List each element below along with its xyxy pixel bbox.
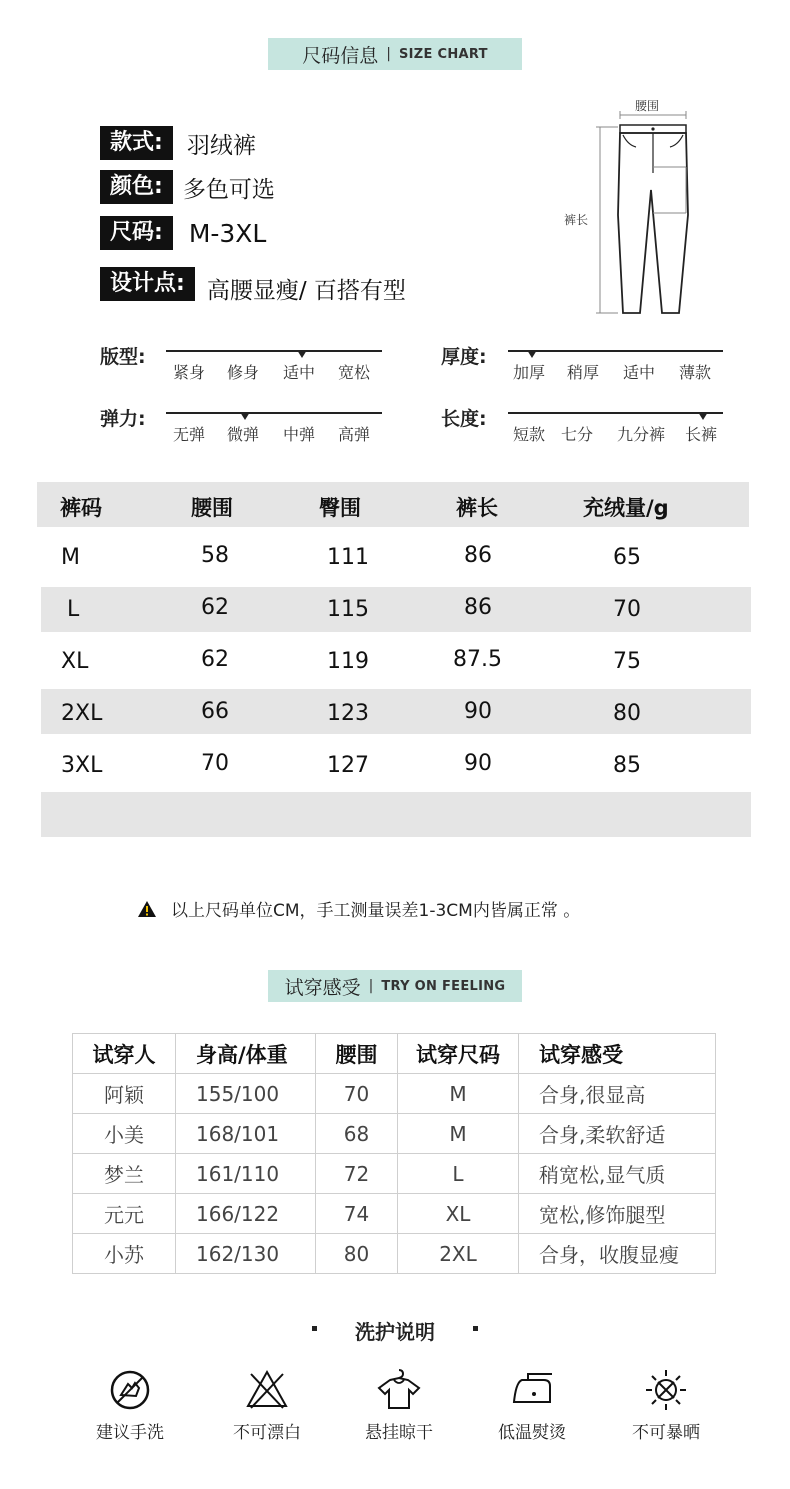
length-label: 裤长 (564, 213, 589, 227)
table-cell: 合身，收腹显瘦 (519, 1234, 716, 1274)
size-table-cell: 62 (201, 595, 229, 620)
scale-option: 薄款 (679, 363, 712, 382)
scale-indicator-icon (698, 412, 708, 420)
table-cell: 74 (316, 1194, 398, 1234)
hang-dry-icon (375, 1368, 423, 1412)
scale-option: 适中 (623, 363, 656, 382)
size-table-cell: L (67, 597, 80, 622)
try-on-banner (268, 970, 522, 1002)
scale-option: 七分 (561, 425, 594, 444)
table-header: 试穿人 (73, 1034, 176, 1074)
no-sun-icon (644, 1368, 688, 1412)
attribute-size (100, 216, 266, 250)
table-cell: L (398, 1154, 519, 1194)
size-table-header: 裤长 (456, 496, 498, 520)
size-table-cell: 70 (201, 751, 229, 776)
scale-line-thickness (508, 350, 723, 352)
care-label: 建议手洗 (96, 1423, 164, 1443)
title-bullet (473, 1326, 478, 1331)
size-table-cell: 86 (464, 595, 492, 620)
banner-separator: | (386, 46, 391, 62)
size-chart-title: 尺码信息 (302, 44, 379, 67)
attribute-design (100, 262, 406, 305)
table-cell: XL (398, 1194, 519, 1234)
table-header-row (73, 1034, 716, 1074)
size-table-cell: 111 (327, 545, 369, 570)
size-table-cell: 75 (613, 649, 641, 674)
scale-option: 微弹 (227, 425, 260, 444)
scale-title-elasticity: 弹力: (100, 408, 146, 430)
size-table-row-band (41, 792, 751, 837)
table-cell: M (398, 1114, 519, 1154)
size-chart-banner (268, 38, 522, 70)
scale-option: 适中 (283, 363, 316, 382)
table-row (73, 1114, 716, 1154)
scale-title-fit: 版型: (100, 346, 146, 368)
attribute-label: 尺码: (100, 216, 173, 250)
care-title: 洗护说明 (355, 1320, 435, 1344)
scale-option: 紧身 (173, 363, 206, 382)
care-item-hang-dry (344, 1368, 454, 1443)
table-cell: 梦兰 (73, 1154, 176, 1194)
care-item-hand-wash (75, 1368, 185, 1443)
size-table-cell: XL (61, 649, 89, 674)
size-table-cell: 80 (613, 701, 641, 726)
table-cell: 155/100 (176, 1074, 316, 1114)
attribute-label: 款式: (100, 126, 173, 160)
low-iron-icon (504, 1368, 560, 1412)
scale-option: 无弹 (173, 425, 206, 444)
size-table-cell: 3XL (61, 753, 103, 778)
table-cell: 合身,很显高 (519, 1074, 716, 1114)
care-item-no-bleach (212, 1368, 322, 1443)
warning-icon (137, 900, 157, 918)
try-on-title: 试穿感受 (284, 976, 361, 999)
scale-option: 短款 (513, 425, 546, 444)
attribute-value: M-3XL (188, 218, 267, 248)
table-cell: 68 (316, 1114, 398, 1154)
waist-label: 腰围 (635, 99, 660, 113)
table-header: 试穿尺码 (398, 1034, 519, 1074)
size-table-cell: 70 (613, 597, 641, 622)
table-cell: 72 (316, 1154, 398, 1194)
note-text: 以上尺码单位CM，手工测量误差1-3CM内皆属正常 。 (171, 901, 581, 921)
table-row (73, 1194, 716, 1234)
size-table-cell: 90 (464, 751, 492, 776)
table-header: 身高/体重 (176, 1034, 316, 1074)
table-cell: 70 (316, 1074, 398, 1114)
care-item-low-iron (477, 1368, 587, 1443)
attribute-label: 设计点: (100, 267, 195, 301)
try-on-table (72, 1033, 716, 1274)
size-table-cell: 58 (201, 543, 229, 568)
scale-indicator-icon (297, 350, 307, 358)
size-table-header: 充绒量/g (583, 496, 669, 520)
table-row (73, 1074, 716, 1114)
size-table-cell: 127 (327, 753, 369, 778)
scale-title-thickness: 厚度: (441, 346, 487, 368)
scale-option: 稍厚 (567, 363, 600, 382)
no-bleach-icon (245, 1368, 289, 1412)
scale-option: 宽松 (338, 363, 371, 382)
size-table-cell: 87.5 (453, 647, 502, 672)
care-label: 悬挂晾干 (365, 1423, 433, 1443)
attribute-value: 高腰显瘦/ 百搭有型 (206, 278, 406, 304)
scale-option: 修身 (227, 363, 260, 382)
care-label: 不可漂白 (233, 1423, 301, 1443)
care-item-no-sun (611, 1368, 721, 1443)
table-header: 试穿感受 (519, 1034, 716, 1074)
scale-indicator-icon (240, 412, 250, 420)
scale-option: 九分裤 (617, 425, 666, 444)
table-row (73, 1154, 716, 1194)
table-cell: 162/130 (176, 1234, 316, 1274)
size-table-header: 腰围 (191, 496, 233, 520)
size-table-cell: 90 (464, 699, 492, 724)
size-table-cell: 62 (201, 647, 229, 672)
size-table-cell: 66 (201, 699, 229, 724)
scale-line-fit (166, 350, 382, 352)
size-table-cell: 65 (613, 545, 641, 570)
banner-separator: | (368, 978, 374, 994)
table-cell: 168/101 (176, 1114, 316, 1154)
pants-diagram (560, 95, 700, 320)
attribute-label: 颜色: (100, 170, 173, 204)
size-chart-subtitle: SIZE CHART (398, 46, 488, 62)
scale-line-length (508, 412, 723, 414)
size-table-cell: 115 (327, 597, 369, 622)
scale-option: 中弹 (283, 425, 316, 444)
attribute-value: 羽绒裤 (186, 132, 256, 159)
table-cell: 阿颖 (73, 1074, 176, 1114)
table-cell: 元元 (73, 1194, 176, 1234)
hand-wash-icon (108, 1368, 152, 1412)
scale-option: 加厚 (513, 363, 546, 382)
table-cell: 合身,柔软舒适 (519, 1114, 716, 1154)
size-table-row-band (41, 689, 751, 734)
table-cell: 161/110 (176, 1154, 316, 1194)
table-row (73, 1234, 716, 1274)
scale-line-elasticity (166, 412, 382, 414)
try-on-subtitle: TRY ON FEELING (381, 978, 506, 994)
size-table-cell: 85 (613, 753, 641, 778)
table-header: 腰围 (316, 1034, 398, 1074)
scale-indicator-icon (527, 350, 537, 358)
size-table-cell: 2XL (61, 701, 103, 726)
table-cell: 166/122 (176, 1194, 316, 1234)
pants-outline-icon (560, 95, 700, 320)
table-cell: M (398, 1074, 519, 1114)
attribute-color (100, 170, 275, 204)
table-cell: 2XL (398, 1234, 519, 1274)
scale-option: 长裤 (685, 425, 718, 444)
size-table-row-band (41, 587, 751, 632)
care-label: 低温熨烫 (498, 1423, 566, 1443)
attribute-style (100, 126, 256, 160)
scale-title-length: 长度: (441, 408, 487, 430)
size-table-cell: M (61, 545, 80, 570)
attribute-value: 多色可选 (182, 176, 275, 203)
scale-option: 高弹 (338, 425, 371, 444)
size-table-header: 臀围 (319, 496, 361, 520)
size-table-cell: 123 (327, 701, 369, 726)
measurement-note (137, 896, 580, 921)
table-cell: 80 (316, 1234, 398, 1274)
size-table-header: 裤码 (60, 496, 102, 520)
care-label: 不可暴晒 (632, 1423, 700, 1443)
table-cell: 稍宽松,显气质 (519, 1154, 716, 1194)
table-cell: 小美 (73, 1114, 176, 1154)
table-cell: 宽松,修饰腿型 (519, 1194, 716, 1234)
size-table-cell: 86 (464, 543, 492, 568)
table-cell: 小苏 (73, 1234, 176, 1274)
size-table-cell: 119 (327, 649, 369, 674)
